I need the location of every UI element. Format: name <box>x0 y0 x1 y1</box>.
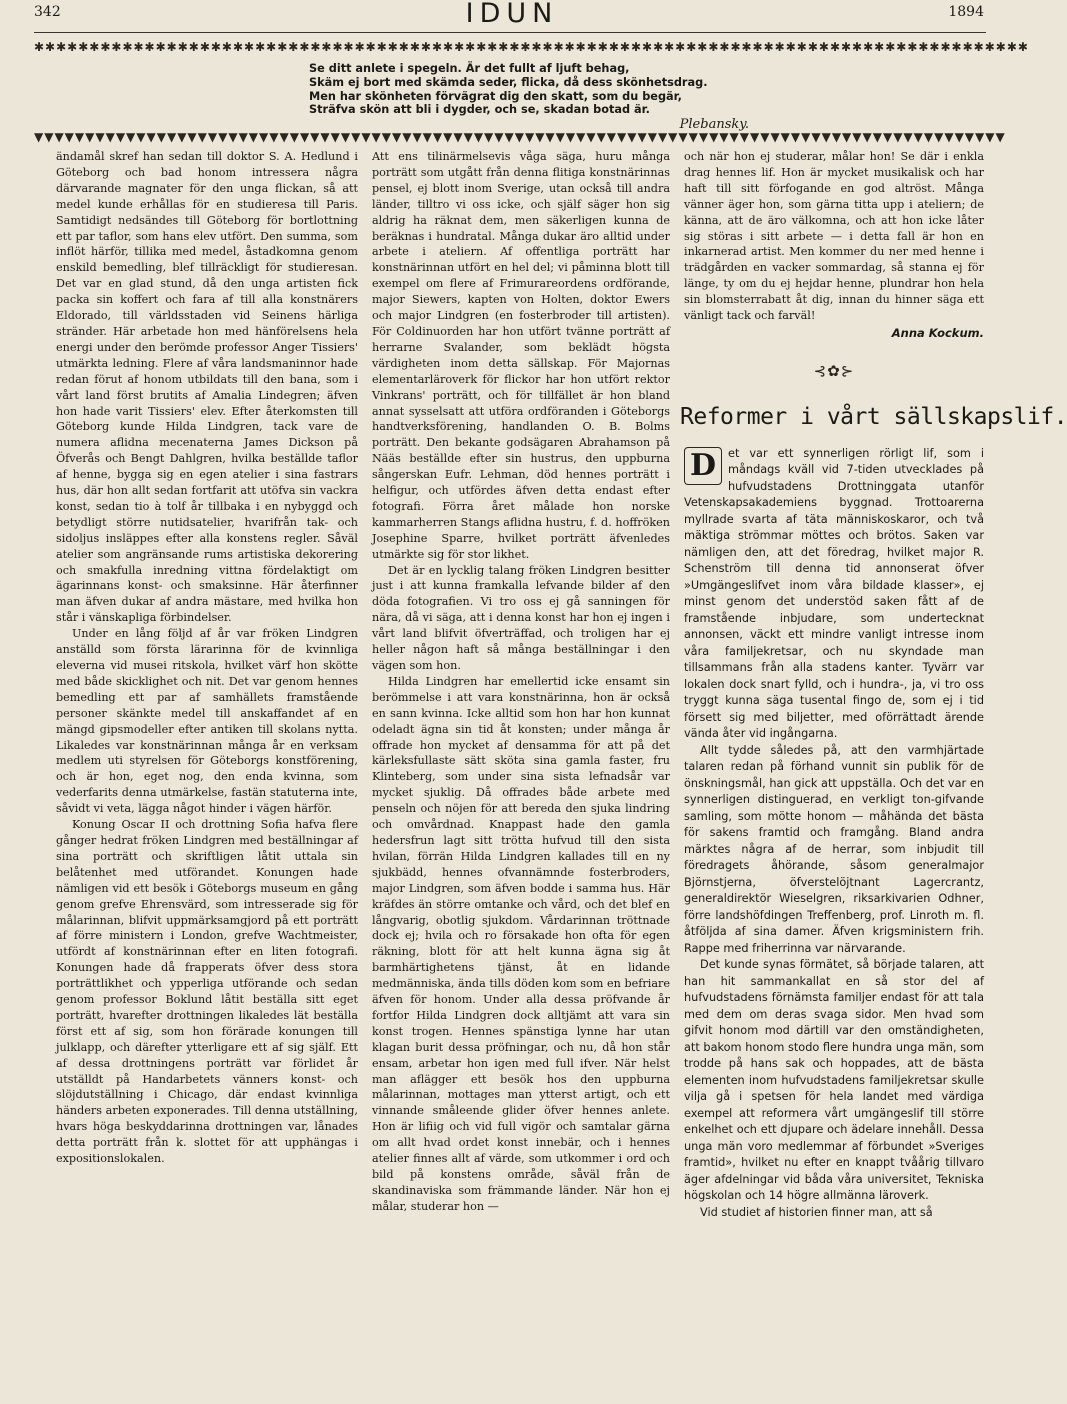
flourish-ornament: ⊰✿⊱ <box>813 361 855 380</box>
paragraph-text: et var ett synnerligen rörligt lif, som i måndags kväll vid 7-tiden utvecklades på hufvudstadens Drottninggata utanför Vetenskapsakademiens byggnad. Trottoarerna myllrade svarta af täta människoskaror, och två mäktiga strömmar möttes och brötos. Saken var nämligen den, att det föredrag, hvilket major R. Schenström till denna tid annonserat öfver »Umgängeslifvet inom våra bildade klasser», ej minst genom det understöd saken fått af de framstående inbjudare, som undertecknat annonsen, väckt ett mindre vanligt intresse inom våra familjekretsar, och nu skyndade man tillsammans från alla stadens kanter. Tyvärr var lokalen dock snart fylld, och i hundra-, ja, vi tro oss tryggt kunna säga tusental fingo de, som ej i tid försett sig med biljetter, med oförrättadt ärende vända åter vid ingångarna. <box>684 446 984 741</box>
paragraph: Hilda Lindgren har emellertid icke ensamt sin berömmelse i att vara konstnärinna, hon är också en sann kvinna. Icke alltid som hon har hon kunnat odeladt ägna sin tid åt konsten; under många år offrade hon mycket af densamma för att på det kärleksfullaste sätt sköta sina gamla faster, fru Klinteberg, som under sina sista lefnadsår var mycket sjuklig. Då offrades både arbete med penseln och nöjen för att bereda den sjuka lindring och omvårdnad. Knappast hade den gamla hedersfrun lagt sitt trötta hufvud till den sista hvilan, förrän Hilda Lindgren kallades till en ny sjukbädd, hennes ofvannämnde fosterbroders, major Lindgren, som äfven bodde i samma hus. Här kräfdes än större omtanke och vård, och det blef en långvarig, obotlig sjukdom. Vårdarinnan tröttnade dock ej; hvila och ro försakade hon ofta för egen räkning, blott för att helt kunna ägna sig åt barmhärtighetens tjänst, åt en lidande medmänniska, ända tills döden kom som en befriare äfven för honom. Under alla dessa pröfvande år fortfor Hilda Lindgren dock alltjämt att vara sin konst trogen. Hennes spänstiga lynne har utan klagan burit dessa pröfningar, och nu, då hon står ensam, arbetar hon igen med full ifver. När helst man aflägger ett besök hos den uppburna målarinnan, mottages man ytterst artigt, och ett vinnande småleende glider öfver hennes anlete. Hon är lifiig och vid full vigör och samtalar gärna om allt hvad ordet konst innebär, och i hennes atelier finnes allt af värde, som utkommer i ord och bild på konstens område, såväl från de skandinaviska som främmande länder. När hon ej målar, studerar hon — <box>372 674 670 1213</box>
section-body <box>684 446 984 1222</box>
paragraph: och när hon ej studerar, målar hon! Se där i enkla drag hennes lif. Hon är mycket musikalisk och har haft till sitt förfogande en god altröst. Många vänner äger hon, som gärna titta upp i ateliern; de känna, att de äro välkomna, och att hon icke låter sig störas i sitt arbete — i detta fall är hon en inkarnerad artist. Men kommer du ner med henne i trädgården en vacker sommardag, så stanna ej för länge, ty om du ej hejdar henne, plundrar hon hela sin blomsterrabatt åt dig, innan du hinner säga ett vänligt tack och farväl! <box>684 150 984 323</box>
paragraph: Vid studiet af historien finner man, att så <box>700 1205 933 1219</box>
drop-cap: D <box>684 447 722 485</box>
issue-year: 1894 <box>948 4 984 20</box>
paragraph: Under en lång följd af år var fröken Lindgren anställd som första lärarinna för de kvinnliga eleverna vid musei ritskola, hvilket värf hon skötte med både skicklighet och nit. Det var genom hennes bemedling ett par af samhällets framstående personer skänkte medel till anskaffandet af en mängd gipsmodeller efter antiken till skolans nytta. Likaledes var konstnärinnan många år en verksam medlem uti styrelsen för Göteborgs konstförening, och är hon, eget nog, den enda kvinna, som vederfarits denna utmärkelse, fastän statuterna inte, såvidt vi veta, lägga något hinder i vägen härför. <box>56 627 358 816</box>
poem-line: Skäm ej bort med skämda seder, flicka, då dess skönhetsdrag. <box>309 75 708 89</box>
paragraph: Att ens tilinärmelsevis våga säga, huru många porträtt som utgått från denna flitiga konstnärinnas pensel, ej blott inom Sverige, utan också till andra länder, tilltro vi oss icke, och själf säger hon sig aldrig ha räknat dem, men säkerligen kunna de beräknas i hundratal. Många dukar äro alltid under arbete i ateliern. Af offentliga porträtt har konstnärinnan utfört en hel del; vi påminna blott till exempel om flere af Frimurareordens ordförande, major Siewers, kapten von Holten, doktor Ewers och major Lindgren (en fosterbroder till artisten). För Coldinuorden har hon utfört tvänne porträtt af herrarne Svalander, som beklädt högsta värdigheten inom detta sällskap. För Majornas elementarläroverk för flickor har hon utfört rektor Vinkrans' porträtt, och för tillfället är hon bland annat sysselsatt att utföra ordföranden i Göteborgs handtverksförening, handlanden O. B. Bolms porträtt. Den bekante godsägaren Abrahamson på Nääs beställde efter sin hustrus, den uppburna sångerskan Eufr. Lehman, död hennes porträtt i helfigur, och utfördes äfven detta endast efter fotografi. Förra året målade hon norske kammarherren Stangs aflidna hustru, f. d. hoffröken Josephine Sparre, hvilket porträtt äfvenledes utmärkte sig för stor likhet. <box>372 150 670 561</box>
poem-block <box>309 62 749 132</box>
page-header <box>0 0 1024 40</box>
header-rule <box>34 32 986 33</box>
paragraph: Allt tydde således på, att den varmhjärtade talaren redan på förhand vunnit sin publik för de önskningsmål, han gick att uppställa. Och det var en synnerligen distinguerad, en verkligt ton-gifvande samling, som mötte honom — måhända det bästa för sakens framtid och framgång. Bland andra märktes några af de herrar, som inbjudit till föredragets åhörande, såsom generalmajor Björnstjerna, öfverstelöjtnant Lagercrantz, generaldirektör Wieselgren, riksarkivarien Odhner, förre landshöfdingen Treffenberg, prof. Linroth m. fl. åtföljda af sina damer. Äfven krigsministern frih. Rappe med friherrinna var närvarande. <box>684 743 984 955</box>
masthead-title: IDUN <box>465 0 559 29</box>
paragraph <box>684 446 984 743</box>
section-title: Reformer i vårt sällskapslif. <box>680 403 1067 430</box>
poem-signature: Plebansky. <box>679 117 749 133</box>
ornament-border-top: ✱✱✱✱✱✱✱✱✱✱✱✱✱✱✱✱✱✱✱✱✱✱✱✱✱✱✱✱✱✱✱✱✱✱✱✱✱✱✱✱✱✱✱✱✱✱✱✱✱✱✱✱✱✱✱✱✱✱✱✱✱✱✱✱✱✱✱✱✱✱✱✱✱✱✱✱✱✱✱✱✱✱✱✱✱✱✱✱✱✱ <box>34 40 1029 54</box>
page-number: 342 <box>34 4 61 20</box>
paragraph: Det är en lycklig talang fröken Lindgren besitter just i att kunna framkalla lefvande bilder af den döda fotografien. Vi tro oss ej gå sanningen för nära, då vi säga, att i denna konst har hon ej ingen i vårt land blifvit öfverträffad, och troligen har ej heller någon haft så många beställningar i den vägen som hon. <box>372 563 670 672</box>
poem-line: Men har skönheten förvägrat dig den skatt, som du begär, <box>309 89 682 103</box>
poem-line: Sträfva skön att bli i dygder, och se, skadan botad är. <box>309 103 650 117</box>
text-column-2 <box>372 149 670 1215</box>
poem-line: Se ditt anlete i spegeln. Är det fullt af ljuft behag, <box>309 62 630 75</box>
author-signature: Anna Kockum. <box>891 325 984 340</box>
text-column-3 <box>680 149 1067 1221</box>
paragraph: Konung Oscar II och drottning Sofia hafva flere gånger hedrat fröken Lindgren med beställningar af sina porträtt och skriftligen låtit uttala sin belåtenhet med utförandet. Konungen hade nämligen vid ett besök i Göteborgs museum en gång genom grefve Ehrensvärd, som intresserade sig för målarinnan, blifvit uppmärksamgjord på ett porträtt af förre ministern i London, grefve Wachtmeister, utfördt af konstnärinnan efter en liten fotografi. Konungen hade då frapperats öfver dess stora porträttlikhet och ypperliga utförande och sedan genom professor Boklund låtit beställa sitt eget porträtt, hvarefter drottningen likaledes lät beställa först ett af sig, som hon förärade konungen till julklapp, och därefter ytterligare ett af sig själf. Ett af dessa drottningens porträtt var förlidet år utställdt på Handarbetets vänners konst- och slöjdutställning i Chicago, där endast kvinnliga händers arbeten exponerades. Till denna utställning, hvars höga beskyddarinna drottningen var, lånades detta porträtt från k. slottet för att upphängas i expositionslokalen. <box>56 818 358 1166</box>
ornament-border-bottom: ▼▼▼▼▼▼▼▼▼▼▼▼▼▼▼▼▼▼▼▼▼▼▼▼▼▼▼▼▼▼▼▼▼▼▼▼▼▼▼▼▼▼▼▼▼▼▼▼▼▼▼▼▼▼▼▼▼▼▼▼▼▼▼▼▼▼▼▼▼▼▼▼▼▼▼▼▼▼▼▼▼▼▼▼▼▼▼▼▼▼▼▼▼▼▼ <box>34 130 1006 144</box>
text-column-1 <box>56 149 358 1167</box>
paragraph: ändamål skref han sedan till doktor S. A. Hedlund i Göteborg och bad honom intressera några därvarande magnater för den unga flickan, så att medel kunde erhållas för en studieresa till Paris. Samtidigt nedsändes till Göteborg för bortlottning ett par taflor, som hans elev utfört. Den summa, som inflöt härför, tillika med medel, åstadkomna genom enskild bemedling, blef tillräckligt för studieresan. Det var en glad stund, då den unga artisten fick packa sin koffert och fara af till alla konstnärers Eldorado, till världsstaden vid Seinens härliga stränder. Här arbetade hon med hänförelsens hela energi under den berömde professor Anger Tissiers' utmärkta ledning. Flere af våra landsmaninnor hade redan förut af honom utbildats till den bana, som i vårt land först brutits af Amalia Lindegren; äfven hon hade varit Tissiers' elev. Efter återkomsten till Göteborg kunde Hilda Lindgren, tack vare de numera aflidna mecenaterna James Dickson på Öfverås och Bengt Dahlgren, hvilka beställde taflor af henne, bygga sig en egen atelier i sina fastrars hus, där hon allt sedan fortfarit att utöfva sin vackra konst, sedan tio à tolf år tillbaka i en nybyggd och betydligt större nutidsatelier, hvarifrån tak- och sidoljus insläppes efter alla konstens regler. Såväl atelier som angränsande rums artistiska dekorering och smakfulla inredning vittna fördelaktigt om ägarinnans konst- och smaksinne. Här återfinner man äfven dukar af andra mästare, med hvilka hon står i vänskapliga förbindelser. <box>56 150 358 625</box>
paragraph: Det kunde synas förmätet, så började talaren, att han hit sammankallat en så stor del af hufvudstadens förnämsta familjer endast för att tala med dem om deras svaga sidor. Men hvad som gifvit honom mod därtill var den omständigheten, att bakom honom stodo flere hundra unga män, som trodde på hans sak och hoppades, att de bästa elementen inom hufvudstadens familjekretsar skulle vilja gå i spetsen för hela landet med värdiga exempel att reformera vårt umgängeslif till större enkelhet och ett djupare och ädelare innehåll. Dessa unga män voro medlemmar af förbundet »Sveriges framtid», hvilket nu efter en knappt tvåårig tillvaro äger afdelningar vid båda våra universitet, Tekniska högskolan och 14 högre allmänna läroverk. <box>684 958 984 1203</box>
